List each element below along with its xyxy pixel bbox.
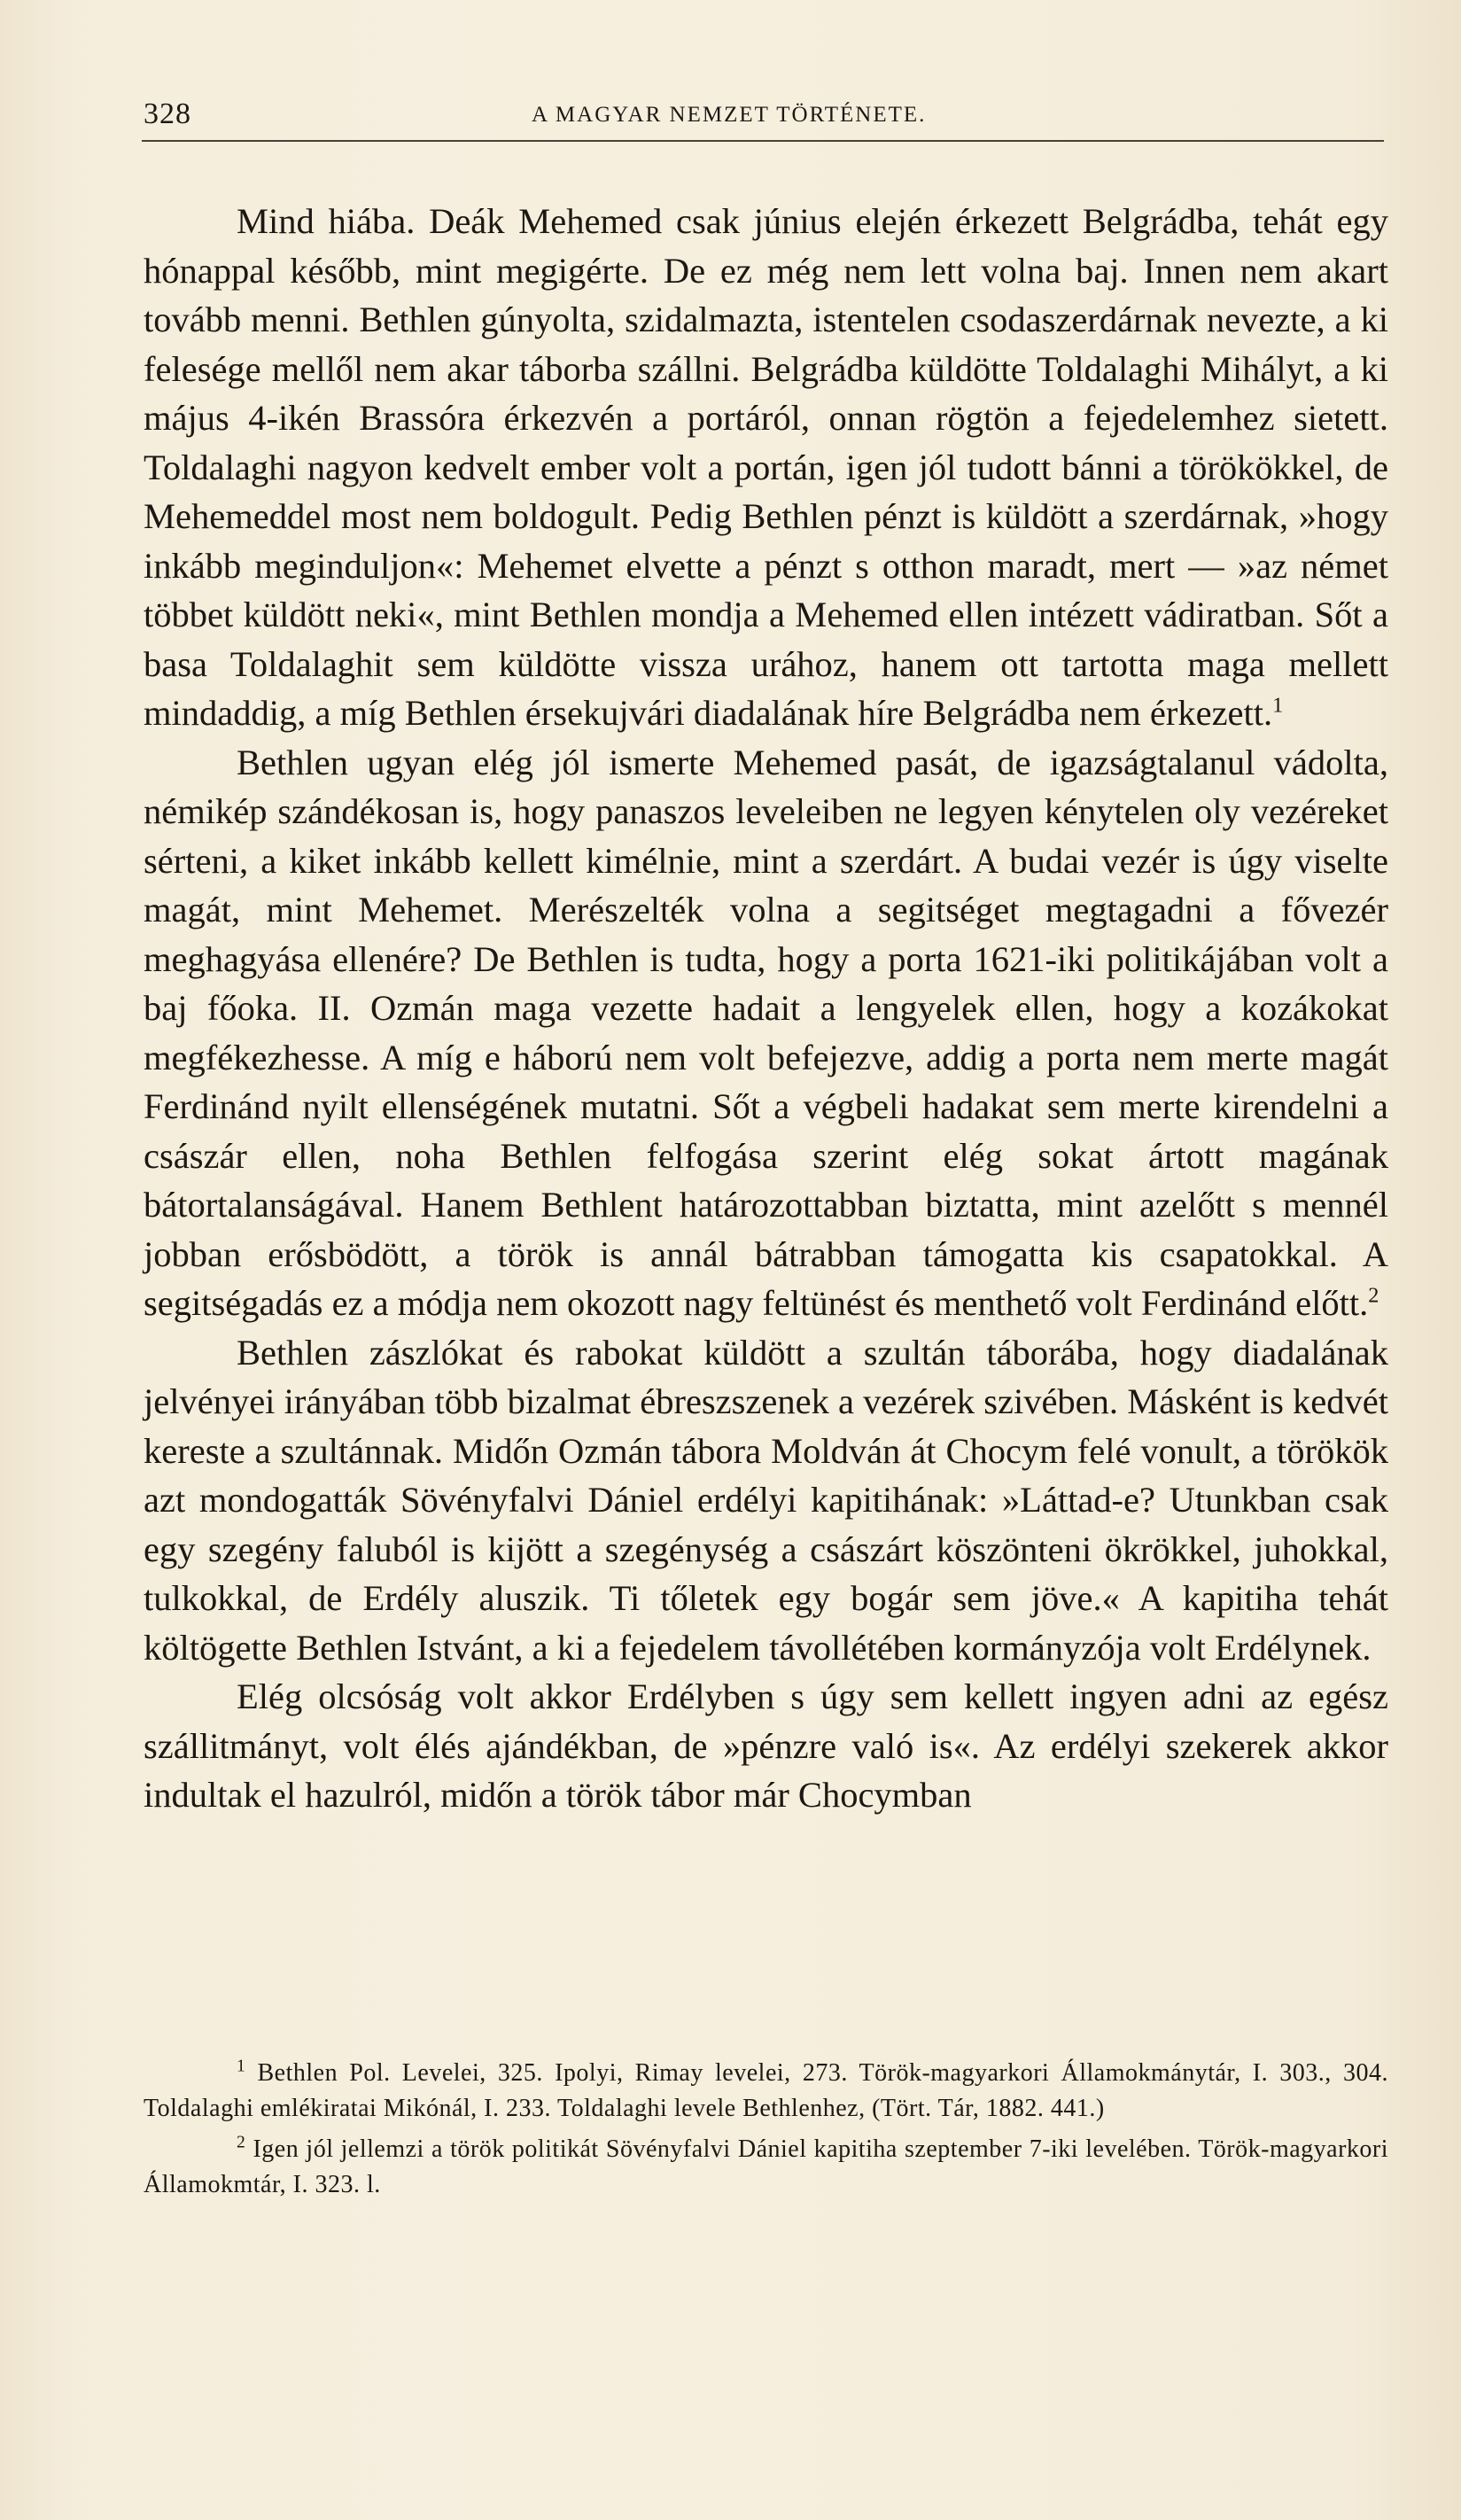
paragraph [144,1672,1388,1820]
paragraph [144,1328,1388,1673]
page-header [142,96,1384,142]
footnote-mark: 2 [237,2133,246,2152]
footnote [144,2132,1388,2203]
paragraph [144,197,1388,738]
paragraph-text: Bethlen zászlókat és rabokat küldött a szultán táborába, hogy diadalának jelvényei irányában több bizalmat ébreszszenek a vezérek szivében. Másként is kedvét kereste a szultánnak. Midőn Ozmán tábora Moldván át Chocym felé vonult, a törökök azt mondogatták Sövényfalvi Dániel erdélyi kapitihának: »Láttad-e? Utunkban csak egy szegény faluból is kijött a szegénység a császárt köszönteni ökrökkel, juhokkal, tulkokkal, de Erdély aluszik. Ti tőletek egy bogár sem jöve.« A kapitiha tehát költögette Bethlen Istvánt, a ki a fejedelem távollétében kormányzója volt Erdélynek. [144,1332,1388,1668]
main-text [144,197,1388,1820]
paragraph-text: Elég olcsóság volt akkor Erdélyben s úgy sem kellett ingyen adni az egész szállitmányt, volt élés ajándékban, de »pénzre való is«. Az erdélyi szekerek akkor indultak el hazulról, midőn a török tábor már Chocymban [144,1676,1388,1815]
paragraph-text: Mind hiába. Deák Mehemed csak június elején érkezett Belgrádba, tehát egy hónappal később, mint megigérte. De ez még nem lett volna baj. Innen nem akart tovább menni. Bethlen gúnyolta, szidalmazta, istentelen csodaszerdárnak nevezte, a ki felesége mellől nem akar táborba szállni. Belgrádba küldötte Toldalaghi Mihályt, a ki május 4-ikén Brassóra érkezvén a portáról, onnan rögtön a fejedelemhez sietett. Toldalaghi nagyon kedvelt ember volt a portán, igen jól tudott bánni a törökökkel, de Mehemeddel most nem boldogult. Pedig Bethlen pénzt is küldött a szerdárnak, »hogy inkább meginduljon«: Mehemet elvette a pénzt s otthon maradt, mert — »az német többet küldött neki«, mint Bethlen mondja a Mehemed ellen intézett vádiratban. Sőt a basa Toldalaghit sem küldötte vissza urához, hanem ott tartotta maga mellett mindaddig, a míg Bethlen érsekujvári diadalának híre Belgrádba nem érkezett. [144,201,1388,733]
footnote [144,2056,1388,2127]
page-number: 328 [144,97,191,130]
running-title: A MAGYAR NEMZET TÖRTÉNETE. [532,103,927,127]
paragraph-text: Bethlen ugyan elég jól ismerte Mehemed pasát, de igazságtalanul vádolta, némikép szándékosan is, hogy panaszos leveleiben ne legyen kénytelen oly vezéreket sérteni, a kiket inkább kellett kimélnie, mint a szerdárt. A budai vezér is úgy viselte magát, mint Mehemet. Merészelték volna a segitséget megtagadni a fővezér meghagyása ellenére? De Bethlen is tudta, hogy a porta 1621-iki politikájában volt a baj főoka. II. Ozmán maga vezette hadait a lengyelek ellen, hogy a kozákokat megfékezhesse. A míg e háború nem volt befejezve, addig a porta nem merte magát Ferdinánd nyilt ellenségének mutatni. Sőt a végbeli hadakat sem merte kirendelni a császár ellen, noha Bethlen felfogása szerint elég sokat ártott magának bátortalanságával. Hanem Bethlent határozottabban biztatta, mint azelőtt s mennél jobban erősbödött, a török is annál bátrabban támogatta kis csapatokkal. A segitségadás ez a módja nem okozott nagy feltünést és menthető volt Ferdinánd előtt. [144,742,1388,1323]
paragraph [144,738,1388,1328]
footnote-text: Igen jól jellemzi a török politikát Sövényfalvi Dániel kapitiha szeptember 7-iki levelében. Török-magyarkori Államokmtár, I. 323. l. [144,2135,1389,2198]
footnote-reference: 1 [1272,693,1284,718]
footnote-mark: 1 [237,2057,246,2076]
footnote-text: Bethlen Pol. Levelei, 325. Ipolyi, Rimay levelei, 273. Török-magyarkori Államokmánytár, I. 303., 304. Toldalaghi emlékiratai Mikónál, I. 233. Toldalaghi levele Bethlenhez, (Tört. Tár, 1882. 441.) [144,2059,1388,2122]
footnote-reference: 2 [1368,1283,1379,1308]
footnotes [144,2056,1388,2208]
